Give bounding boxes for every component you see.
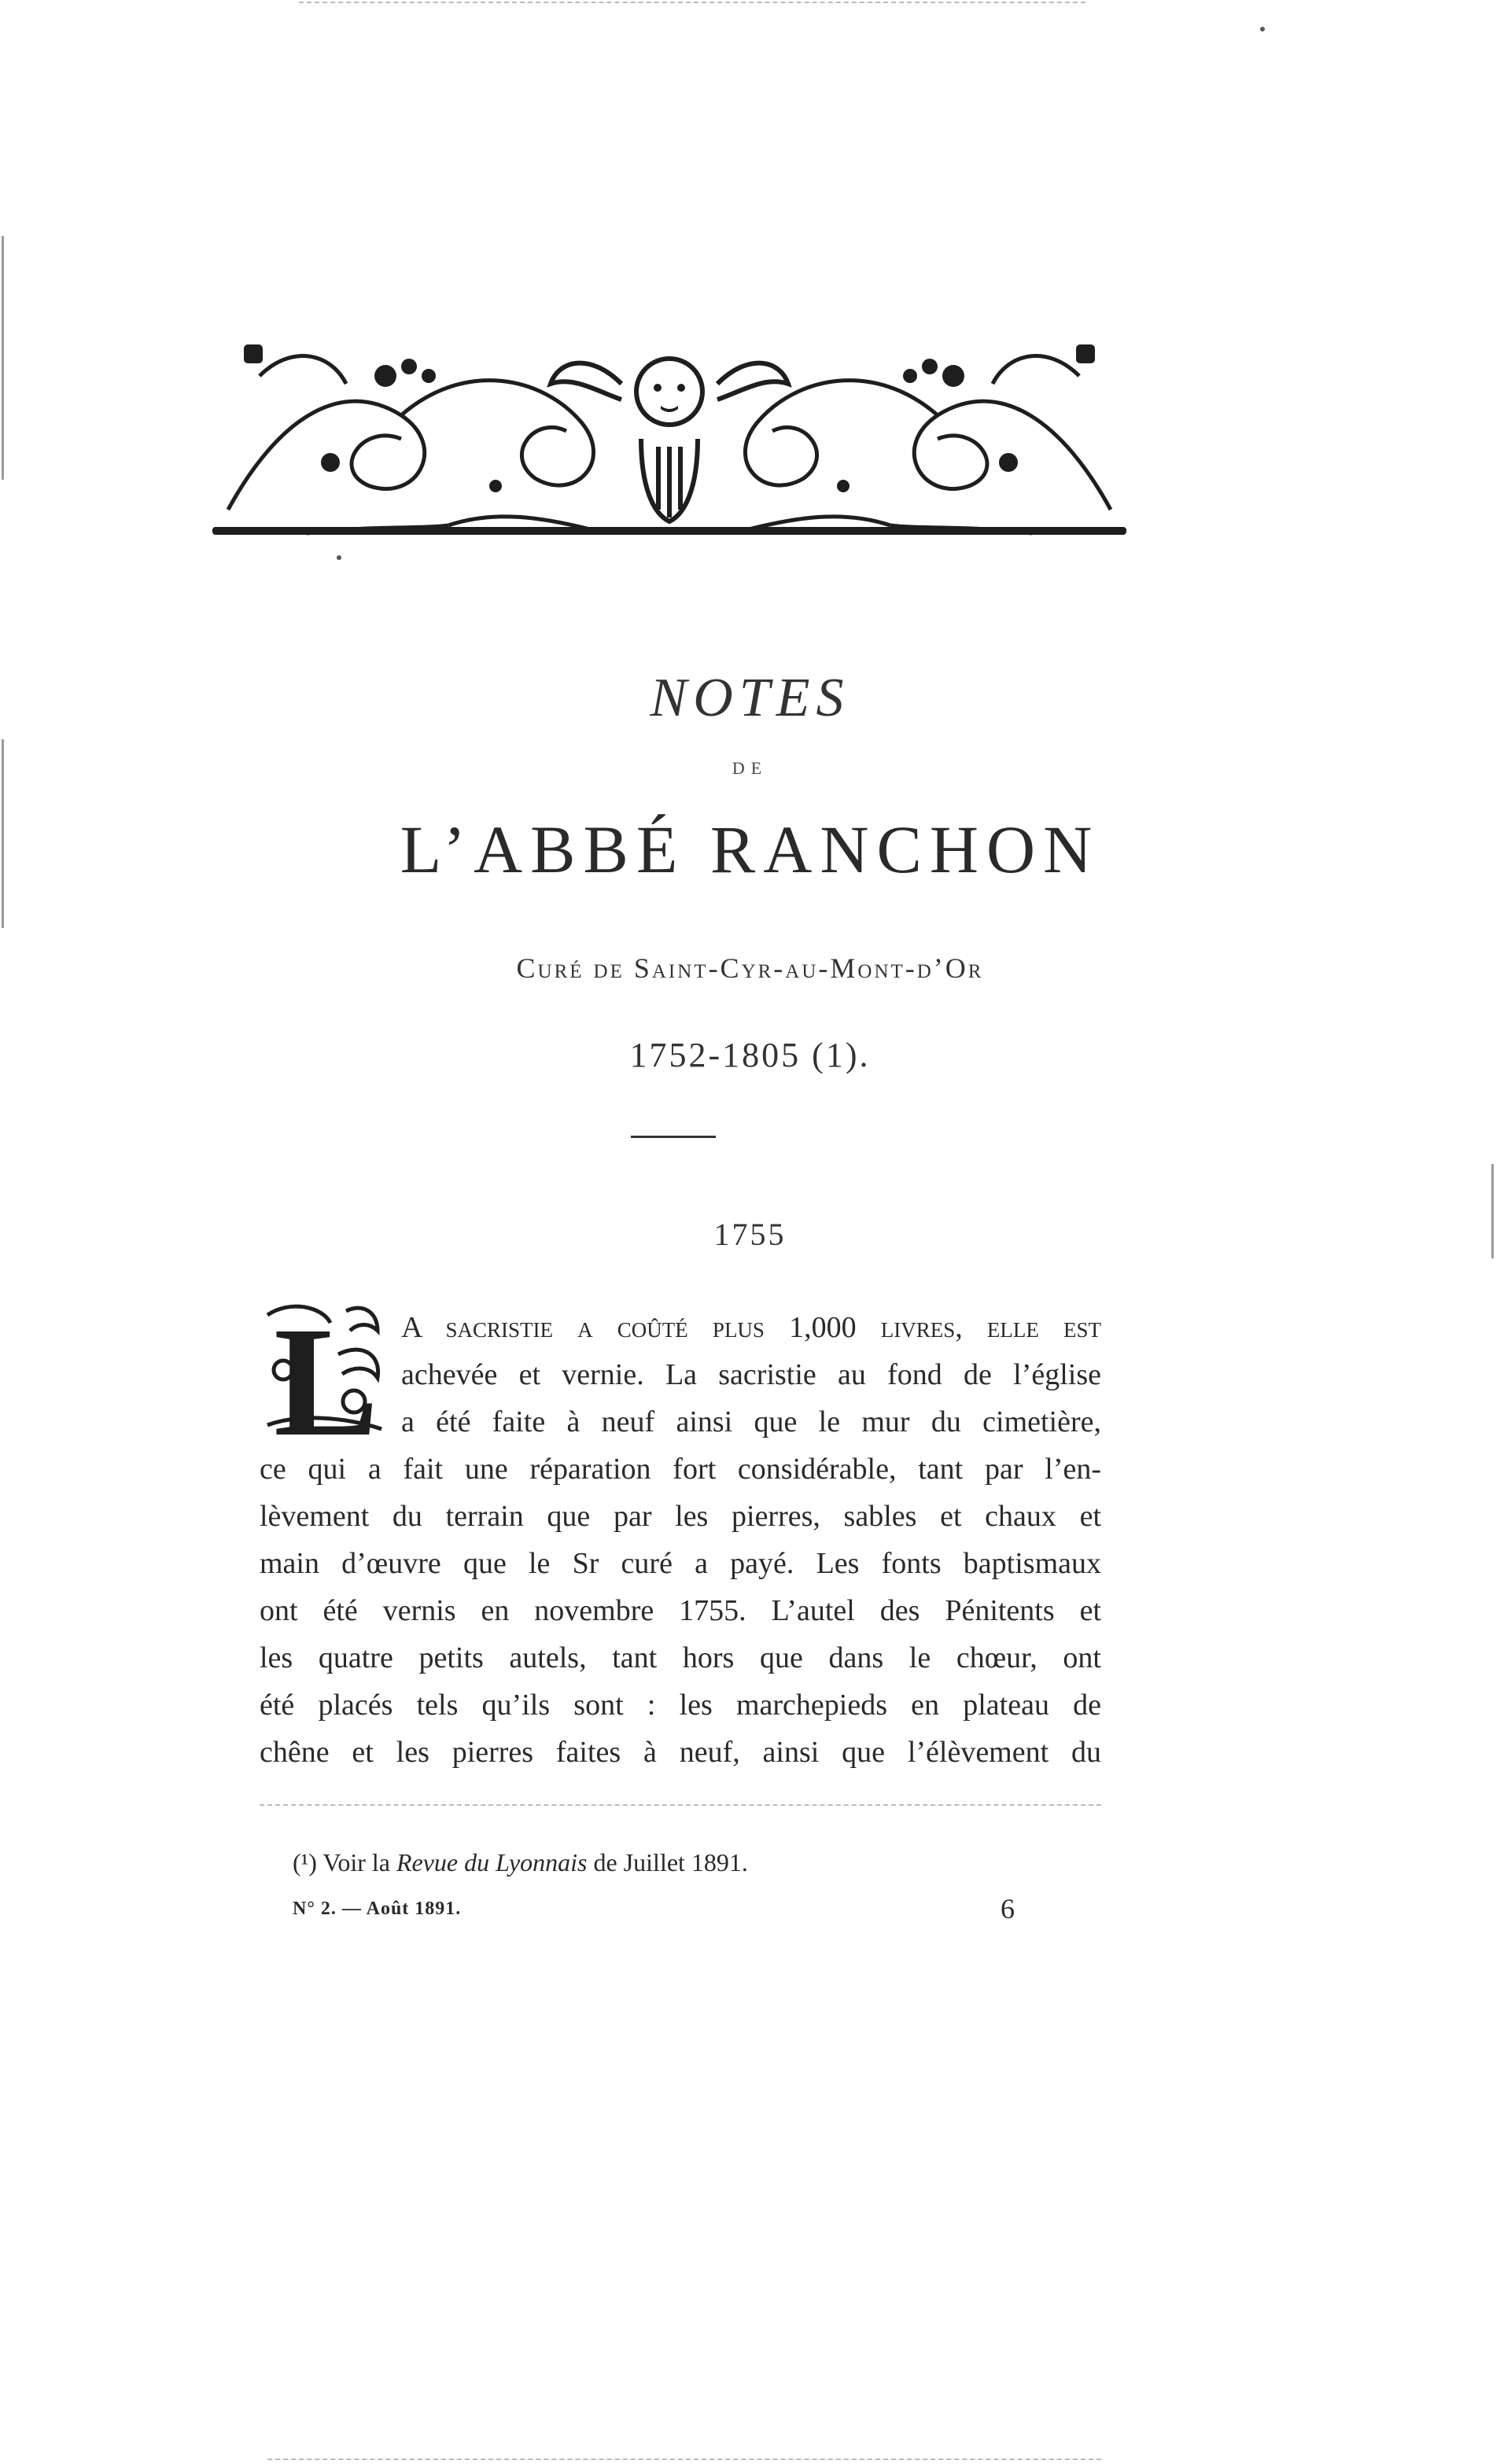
dates-line: 1752-1805 (1). bbox=[629, 1036, 871, 1074]
scan-speck bbox=[337, 555, 341, 560]
footnote-text-after: de Juillet 1891. bbox=[587, 1848, 748, 1877]
subtitle: Curé de Saint-Cyr-au-Mont-d’Or bbox=[516, 952, 984, 984]
ornamental-headband-icon bbox=[212, 329, 1126, 545]
page-number: 6 bbox=[1001, 1893, 1015, 1924]
dropcap-letter bbox=[260, 1299, 385, 1445]
footnote-journal: Revue du Lyonnais bbox=[396, 1848, 588, 1877]
text-line: été placés tels qu’ils sont : les marchepieds en plateau de bbox=[260, 1689, 1101, 1722]
footnote-rule bbox=[260, 1804, 1101, 1806]
decorated-dropcap-icon bbox=[260, 1299, 385, 1445]
text-line: achevée et vernie. La sacristie au fond de l’église bbox=[401, 1358, 1101, 1391]
section-year: 1755 bbox=[713, 1217, 787, 1252]
dropcap-text: L bbox=[274, 1299, 379, 1445]
dropcap-continuation: A sacristie a coûté plus 1,000 livres, elle est bbox=[401, 1311, 1101, 1344]
section-rule bbox=[631, 1136, 716, 1138]
footnote-text-before: Voir la bbox=[316, 1848, 396, 1877]
text-line: ont été vernis en novembre 1755. L’autel des Pénitents et bbox=[260, 1594, 1101, 1627]
title-de: DE bbox=[732, 758, 768, 778]
text-line: chêne et les pierres faites à neuf, ainsi que l’élèvement du bbox=[260, 1736, 1101, 1769]
text-line: ce qui a fait une réparation fort considérable, tant par l’en- bbox=[260, 1453, 1101, 1486]
footnote-mark: (¹) bbox=[293, 1848, 317, 1877]
text-line: lèvement du terrain que par les pierres, sables et chaux et bbox=[260, 1500, 1101, 1533]
text-line bbox=[401, 1304, 1101, 1351]
text-line: main d’œuvre que le Sr curé a payé. Les fonts baptismaux bbox=[260, 1547, 1101, 1580]
scan-edge-mark bbox=[2, 236, 4, 480]
issue-signature: N° 2. — Août 1891. bbox=[293, 1899, 462, 1919]
scan-top-dash bbox=[299, 2, 1085, 3]
title-notes: NOTES bbox=[650, 668, 850, 728]
text-line: les quatre petits autels, tant hors que dans le chœur, ont bbox=[260, 1641, 1101, 1674]
title-main: L’ABBÉ RANCHON bbox=[400, 812, 1100, 887]
text-line: a été faite à neuf ainsi que le mur du cimetière, bbox=[401, 1405, 1101, 1438]
scan-speck bbox=[1260, 27, 1265, 31]
scan-bottom-dash bbox=[267, 2458, 1101, 2460]
footnote bbox=[293, 1848, 748, 1877]
ornamental-headband bbox=[212, 329, 1126, 545]
